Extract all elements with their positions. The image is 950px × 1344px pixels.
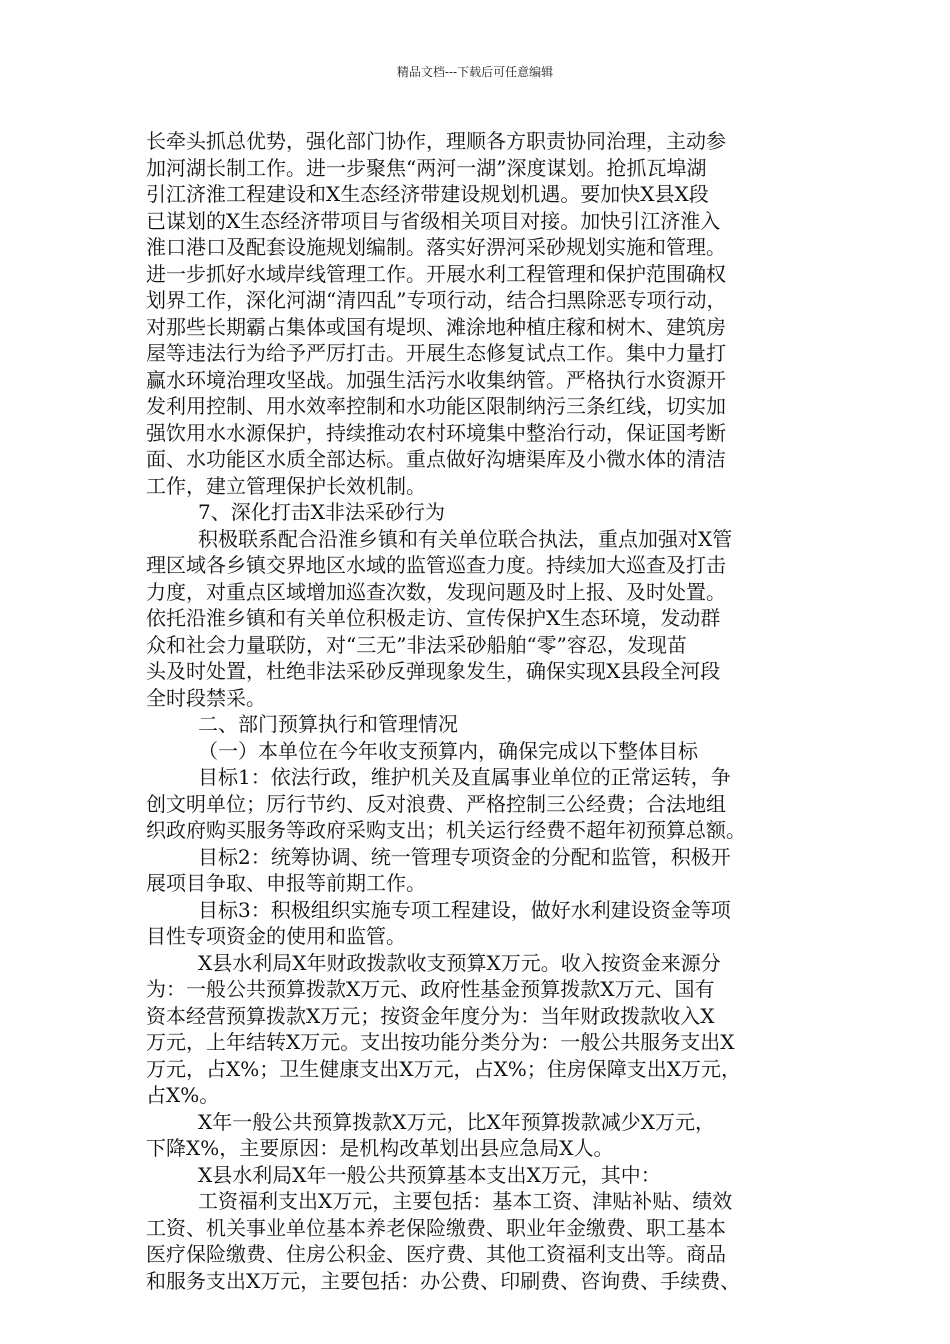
text-line: 创文明单位；厉行节约、反对浪费、严格控制三公经费；合法地组 [146, 791, 726, 816]
text-line: 发利用控制、用水效率控制和水功能区限制纳污三条红线，切实加 [146, 394, 726, 418]
text-line: 赢水环境治理攻坚战。加强生活污水收集纳管。严格执行水资源开 [146, 367, 726, 392]
text-line: 目性专项资金的使用和监管。 [146, 924, 406, 948]
text-line: 长牵头抓总优势，强化部门协作，理顺各方职责协同治理，主动参 [146, 129, 726, 153]
text-line: 加河湖长制工作。进一步聚焦“两河一湖”深度谋划。抢抓瓦埠湖 [146, 155, 707, 180]
text-line: X县水利局X年财政拨款收支预算X万元。收入按资金来源分 [198, 950, 721, 975]
text-line: 理区域各乡镇交界地区水域的监管巡查力度。持续加大巡查及打击 [146, 553, 726, 577]
text-line: 织政府购买服务等政府采购支出；机关运行经费不超年初预算总额。 [146, 818, 746, 842]
text-line: 和服务支出X万元，主要包括：办公费、印刷费、咨询费、手续费、 [146, 1268, 741, 1293]
subsection-heading: （一）本单位在今年收支预算内，确保完成以下整体目标 [198, 738, 698, 763]
text-line: 已谋划的X生态经济带项目与省级相关项目对接。加快引江济淮入 [146, 208, 721, 233]
text-line: 强饮用水水源保护，持续推动农村环境集中整治行动，保证国考断 [146, 420, 726, 445]
text-line: 展项目争取、申报等前期工作。 [146, 871, 426, 895]
text-line: 屋等违法行为给予严厉打击。开展生态修复试点工作。集中力量打 [146, 341, 726, 365]
text-line: 资本经营预算拨款X万元；按资金年度分为：当年财政拨款收入X [146, 1003, 715, 1028]
text-line: 头及时处置，杜绝非法采砂反弹现象发生，确保实现X县段全河段 [146, 659, 721, 683]
text-line: 万元，占X%；卫生健康支出X万元，占X%；住房保障支出X万元， [146, 1056, 741, 1081]
text-line: 力度，对重点区域增加巡查次数，发现问题及时上报、及时处置。 [146, 579, 726, 604]
text-line: 下降X%，主要原因：是机构改革划出县应急局X人。 [146, 1136, 614, 1160]
document-body [146, 128, 812, 1294]
text-line: X年一般公共预算拨款X万元，比X年预算拨款减少X万元， [198, 1109, 715, 1134]
section-heading: 7、深化打击X非法采砂行为 [198, 500, 445, 524]
page-header: 精品文档---下载后可任意编辑 [396, 65, 554, 79]
text-line: 面、水功能区水质全部达标。重点做好沟塘渠库及小微水体的清洁 [146, 447, 726, 471]
text-line: 全时段禁采。 [146, 685, 266, 710]
text-line: 目标3：积极组织实施专项工程建设，做好水利建设资金等项 [198, 897, 731, 922]
text-line: 对那些长期霸占集体或国有堤坝、滩涂地种植庄稼和树木、建筑房 [146, 314, 726, 339]
text-line: 依托沿淮乡镇和有关单位积极走访、宣传保护X生态环境，发动群 [146, 606, 721, 630]
text-line: X县水利局X年一般公共预算基本支出X万元，其中： [198, 1162, 661, 1187]
text-line: 积极联系配合沿淮乡镇和有关单位联合执法，重点加强对X管 [198, 526, 733, 551]
text-line: 目标1：依法行政，维护机关及直属事业单位的正常运转，争 [198, 765, 731, 789]
text-line: 工资福利支出X万元，主要包括：基本工资、津贴补贴、绩效 [198, 1189, 733, 1213]
text-line: 划界工作，深化河湖“清四乱”专项行动，结合扫黑除恶专项行动， [146, 288, 727, 312]
text-line: 工作，建立管理保护长效机制。 [146, 473, 426, 498]
text-line: 淮口港口及配套设施规划编制。落实好淠河采砂规划实施和管理。 [146, 235, 726, 259]
text-line: 目标2：统筹协调、统一管理专项资金的分配和监管，积极开 [198, 844, 731, 869]
text-line: 进一步抓好水域岸线管理工作。开展水利工程管理和保护范围确权 [146, 261, 726, 286]
text-line: 为：一般公共预算拨款X万元、政府性基金预算拨款X万元、国有 [146, 977, 715, 1001]
text-line: 工资、机关事业单位基本养老保险缴费、职业年金缴费、职工基本 [146, 1215, 726, 1240]
text-line: 众和社会力量联防，对“三无”非法采砂船舶“零”容忍，发现苗 [146, 632, 687, 657]
text-line: 医疗保险缴费、住房公积金、医疗费、其他工资福利支出等。商品 [146, 1242, 726, 1266]
text-line: 万元，上年结转X万元。支出按功能分类分为：一般公共服务支出X [146, 1030, 735, 1054]
section-heading: 二、部门预算执行和管理情况 [198, 712, 458, 736]
text-line: 引江济淮工程建设和X生态经济带建设规划机遇。要加快X县X段 [146, 182, 709, 206]
text-line: 占X%。 [146, 1083, 220, 1107]
